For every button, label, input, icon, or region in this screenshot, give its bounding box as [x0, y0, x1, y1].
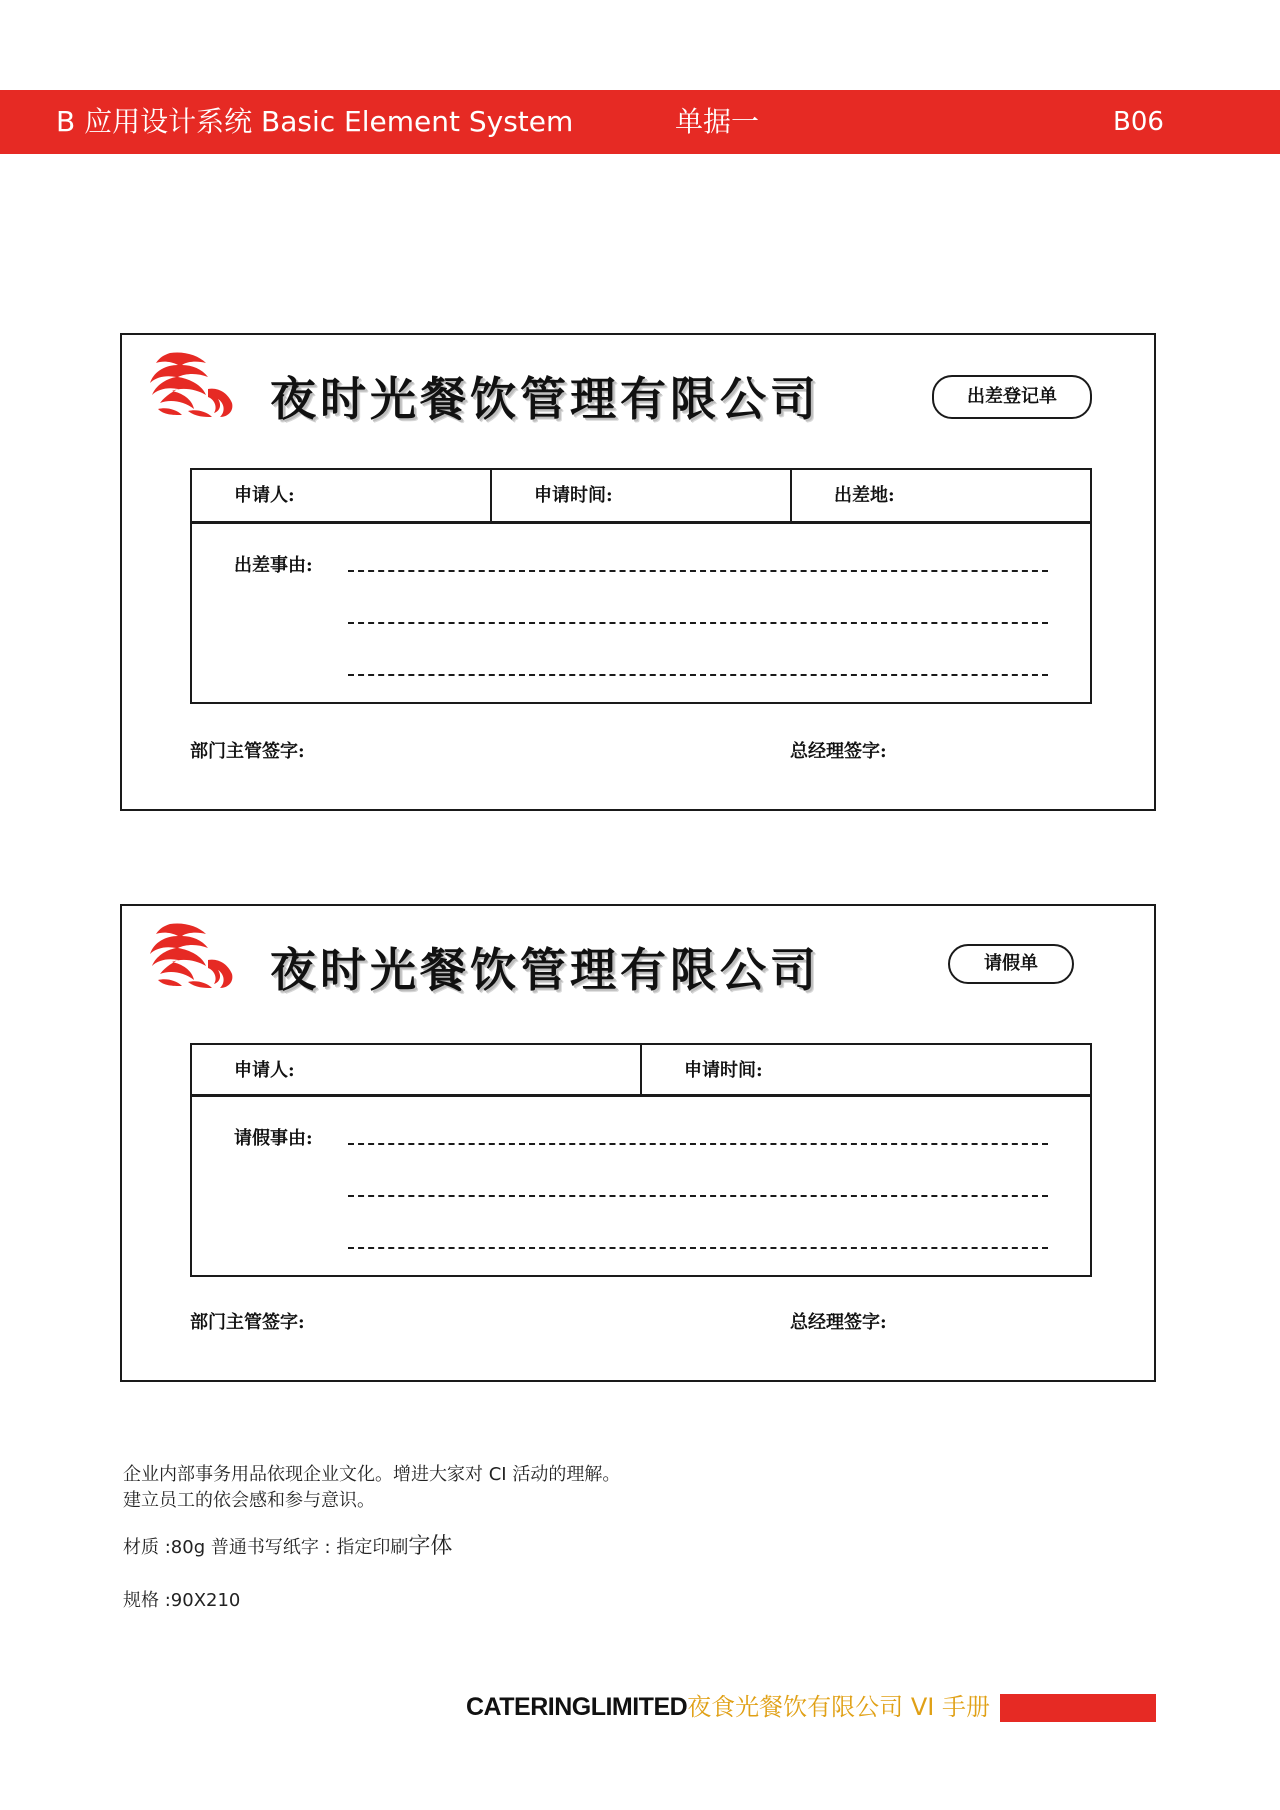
- apply-time-field[interactable]: [642, 1045, 1090, 1094]
- reason-line: [348, 622, 1048, 624]
- reason-label: 出差事由:: [234, 555, 313, 576]
- applicant-field[interactable]: [192, 470, 492, 521]
- field-row: [190, 1043, 1092, 1097]
- page-code: B06: [1113, 107, 1164, 137]
- reason-line: [348, 1247, 1048, 1249]
- lobster-logo-icon: [148, 920, 240, 992]
- department-head-signature-label: 部门主管签字:: [190, 741, 305, 762]
- form-type-badge: 请假单: [948, 944, 1074, 984]
- applicant-field[interactable]: [192, 1045, 642, 1094]
- destination-label: 出差地:: [834, 485, 895, 506]
- company-name: 夜时光餐饮管理有限公司: [270, 943, 820, 997]
- footer-title: [466, 1691, 990, 1723]
- material-font-text: 字体: [408, 1534, 453, 1559]
- reason-line: [348, 674, 1048, 676]
- reason-line: [348, 570, 1048, 572]
- business-trip-form: [120, 333, 1156, 811]
- applicant-label: 申请人:: [234, 1060, 295, 1081]
- apply-time-label: 申请时间:: [684, 1060, 763, 1081]
- apply-time-field[interactable]: [492, 470, 792, 521]
- description-line: 企业内部事务用品依现企业文化。增进大家对 CI 活动的理解。: [123, 1464, 621, 1485]
- general-manager-signature-label: 总经理签字:: [790, 741, 887, 762]
- lobster-logo-icon: [148, 349, 240, 421]
- leave-request-form: [120, 904, 1156, 1382]
- reason-box[interactable]: [190, 522, 1092, 704]
- material-spec: [123, 1534, 452, 1561]
- footer-english: CATERINGLIMITED: [466, 1693, 688, 1721]
- page-title: 单据一: [675, 105, 760, 138]
- apply-time-label: 申请时间:: [534, 485, 613, 506]
- material-text: 材质 :80g 普通书写纸字 : 指定印刷: [123, 1537, 409, 1558]
- reason-line: [348, 1195, 1048, 1197]
- section-title: B 应用设计系统 Basic Element System: [56, 105, 574, 138]
- header-band: [0, 90, 1280, 154]
- company-name: 夜时光餐饮管理有限公司: [270, 372, 820, 426]
- reason-box[interactable]: [190, 1095, 1092, 1277]
- form-type-badge: 出差登记单: [932, 375, 1092, 419]
- reason-line: [348, 1143, 1048, 1145]
- reason-label: 请假事由:: [234, 1128, 313, 1149]
- applicant-label: 申请人:: [234, 485, 295, 506]
- field-row: [190, 468, 1092, 524]
- footer-chinese: 夜食光餐饮有限公司 VI 手册: [687, 1693, 990, 1721]
- general-manager-signature-label: 总经理签字:: [790, 1312, 887, 1333]
- description-line: 建立员工的依会感和参与意识。: [123, 1490, 375, 1511]
- department-head-signature-label: 部门主管签字:: [190, 1312, 305, 1333]
- size-spec: 规格 :90X210: [123, 1590, 241, 1611]
- footer-accent-bar: [1000, 1694, 1156, 1722]
- destination-field[interactable]: [792, 470, 1090, 521]
